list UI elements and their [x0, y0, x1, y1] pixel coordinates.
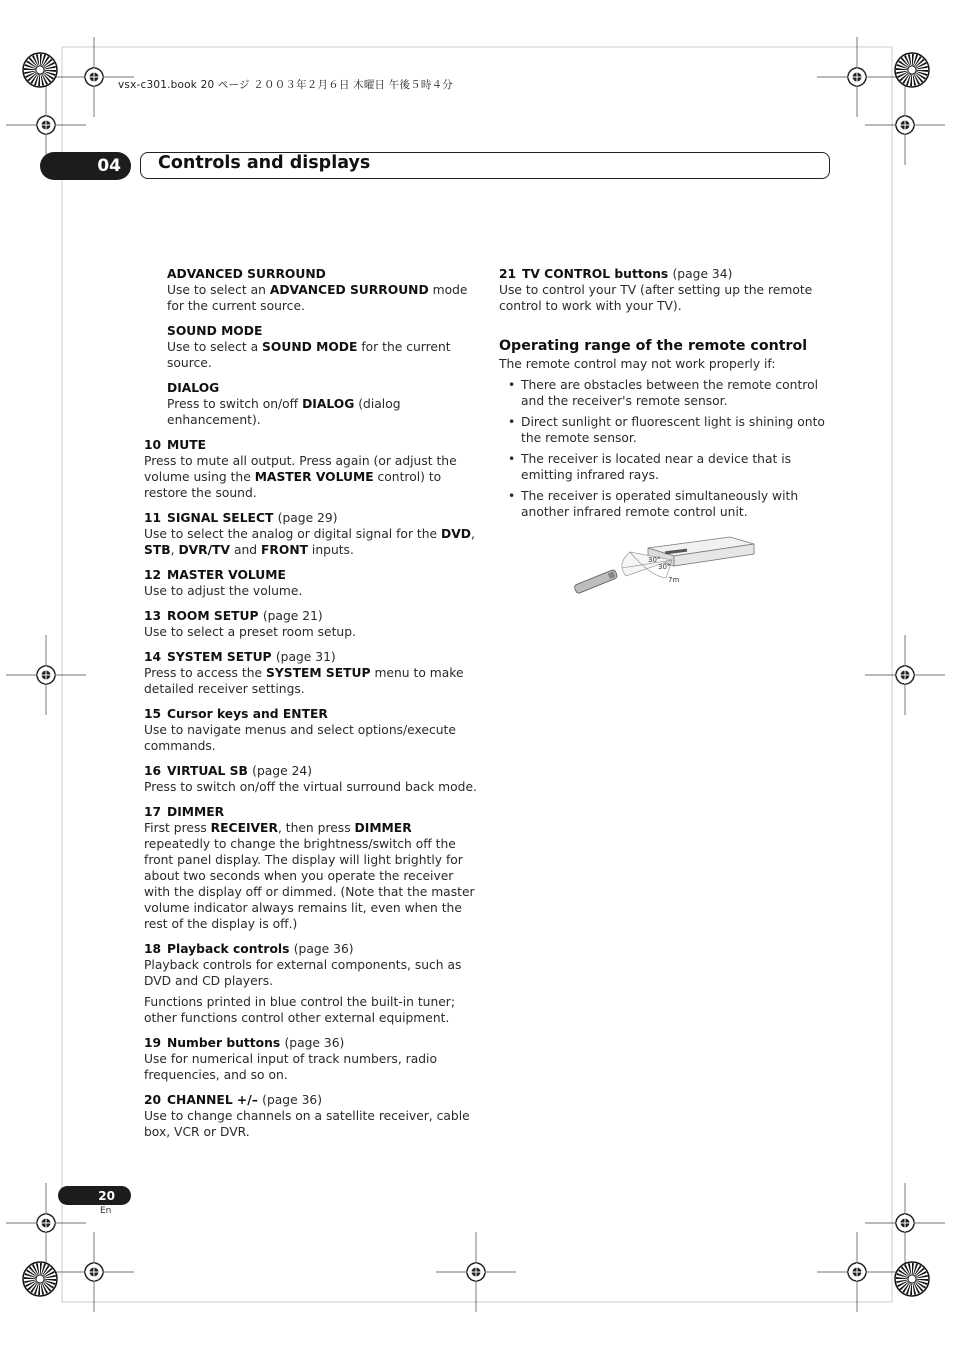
item-title: Playback controls — [167, 942, 290, 956]
star-center — [36, 1275, 44, 1283]
item-section — [144, 380, 478, 428]
star-center — [36, 66, 44, 74]
item-description — [144, 820, 478, 932]
item-description — [167, 396, 478, 428]
item-description — [144, 526, 478, 558]
item-title: MASTER VOLUME — [167, 568, 286, 582]
chapter-number-badge — [40, 152, 131, 180]
text-run: Playback controls for external components, such as DVD and CD players. — [144, 958, 462, 988]
text-run: Functions printed in blue control the built-in tuner; other functions control other external equipment. — [144, 995, 456, 1025]
item-number: 15 — [144, 707, 162, 721]
item-description — [144, 994, 478, 1026]
button-name: SYSTEM SETUP — [265, 666, 371, 680]
button-name: DIALOG — [302, 397, 355, 411]
text-run: (dialog enhancement). — [167, 397, 401, 427]
item-description — [167, 339, 478, 371]
chapter-number: 04 — [97, 156, 121, 176]
remote-range-diagram — [570, 532, 760, 594]
item-description — [144, 624, 478, 640]
item-number: 17 — [144, 805, 162, 819]
item-number: 14 — [144, 650, 162, 664]
item-section — [144, 804, 478, 932]
item-title: ADVANCED SURROUND — [167, 267, 326, 281]
button-name: FRONT — [261, 543, 309, 557]
item-description — [144, 722, 478, 754]
angle-label-lower: 30° — [658, 563, 671, 571]
item-heading — [144, 941, 478, 957]
text-run: Press to mute all output. Press again (or adjust the volume using the — [144, 454, 457, 484]
button-name: ADVANCED SURROUND — [269, 283, 429, 297]
item-number: 19 — [144, 1036, 162, 1050]
text-run: and — [230, 543, 261, 557]
item-title: VIRTUAL SB — [167, 764, 248, 778]
item-heading — [144, 510, 478, 526]
button-name: MASTER VOLUME — [254, 470, 374, 484]
item-number: 12 — [144, 568, 162, 582]
item-title: Number buttons — [167, 1036, 281, 1050]
item-title: CHANNEL +/– — [167, 1093, 258, 1107]
item-page-ref: (page 34) — [672, 267, 733, 281]
tv-control-item — [499, 266, 834, 314]
text-run: , — [170, 543, 179, 557]
item-title: SYSTEM SETUP — [167, 650, 272, 664]
item-title: SOUND MODE — [167, 324, 263, 338]
page-number: 20 — [98, 1188, 115, 1203]
text-run: Press to switch on/off — [167, 397, 303, 411]
bullet-item: • The receiver is located near a device that is emitting infrared rays. — [499, 451, 834, 483]
bullet-list — [499, 377, 834, 520]
bullet-item: • The receiver is operated simultaneously with another infrared remote control unit. — [499, 488, 834, 520]
item-number: 13 — [144, 609, 162, 623]
page-number-badge — [58, 1186, 131, 1205]
item-heading — [167, 380, 478, 396]
item-page-ref: (page 36) — [262, 1093, 323, 1107]
item-section — [144, 649, 478, 697]
item-section — [144, 323, 478, 371]
item-title: MUTE — [167, 438, 207, 452]
button-name: DVR/TV — [178, 543, 231, 557]
item-heading — [144, 804, 478, 820]
remote-control — [574, 569, 618, 594]
item-section — [144, 510, 478, 558]
button-name: DVD — [441, 527, 471, 541]
bullet-item: • Direct sunlight or fluorescent light is shining onto the remote sensor. — [499, 414, 834, 446]
file-header: vsx-c301.book 20 ページ ２００３年２月６日 木曜日 午後５時４分 — [118, 79, 453, 91]
item-section — [144, 763, 478, 795]
text-run: Use to adjust the volume. — [144, 584, 303, 598]
item-section — [144, 437, 478, 501]
button-name: SOUND MODE — [262, 340, 358, 354]
text-run: Use to select an — [167, 283, 270, 297]
text-run: Press to access the — [144, 666, 266, 680]
item-description — [144, 1108, 478, 1140]
item-title: TV CONTROL buttons — [522, 267, 669, 281]
item-section — [144, 1035, 478, 1083]
text-run: inputs. — [308, 543, 354, 557]
text-run: , then press — [277, 821, 355, 835]
item-heading — [167, 323, 478, 339]
item-description — [144, 957, 478, 989]
item-heading — [144, 608, 478, 624]
text-run: Use to change channels on a satellite receiver, cable box, VCR or DVR. — [144, 1109, 470, 1139]
item-page-ref: (page 31) — [275, 650, 336, 664]
text-run: control) to restore the sound. — [144, 470, 442, 500]
text-run: Use to select the analog or digital signal for the — [144, 527, 441, 541]
item-description — [144, 583, 478, 599]
text-run: Use for numerical input of track numbers, radio frequencies, and so on. — [144, 1052, 437, 1082]
right-column — [499, 266, 834, 520]
item-heading — [144, 706, 478, 722]
item-section — [144, 608, 478, 640]
item-title: SIGNAL SELECT — [167, 511, 274, 525]
item-heading — [144, 1035, 478, 1051]
item-description — [144, 453, 478, 501]
item-section — [144, 706, 478, 754]
item-heading — [499, 266, 834, 282]
item-page-ref: (page 36) — [284, 1036, 345, 1050]
text-run: , — [470, 527, 475, 541]
text-run: Use to navigate menus and select options/execute commands. — [144, 723, 456, 753]
section-intro: The remote control may not work properly if: — [499, 357, 776, 371]
text-run: First press — [144, 821, 211, 835]
item-number: 20 — [144, 1093, 162, 1107]
item-number: 16 — [144, 764, 162, 778]
item-heading — [144, 763, 478, 779]
item-page-ref: (page 24) — [252, 764, 313, 778]
item-number: 11 — [144, 511, 162, 525]
text-run: repeatedly to change the brightness/switch off the front panel display. The display will light brightly for about two seconds when you operate the receiver with the display off or dimmed. (Note that the master volume indicator always remains lit, even when the rest of the display is off.) — [144, 837, 475, 931]
text-run: for the current source. — [167, 340, 451, 370]
item-heading — [144, 567, 478, 583]
angle-label-upper: 30° — [648, 556, 661, 564]
item-description — [144, 779, 478, 795]
text-run: Use to select a — [167, 340, 263, 354]
item-page-ref: (page 36) — [293, 942, 354, 956]
item-title: ROOM SETUP — [167, 609, 259, 623]
item-number: 10 — [144, 438, 162, 452]
chapter-title: Controls and displays — [158, 153, 371, 173]
section-title: Operating range of the remote control — [499, 338, 808, 354]
item-title: DIMMER — [167, 805, 225, 819]
button-name: STB — [144, 543, 171, 557]
distance-label: 7m — [668, 576, 680, 584]
text-run: mode for the current source. — [167, 283, 468, 313]
text-run: Press to switch on/off the virtual surround back mode. — [144, 780, 477, 794]
item-description — [167, 282, 478, 314]
star-center — [908, 1275, 916, 1283]
item-text: Use to control your TV (after setting up the remote control to work with your TV). — [499, 283, 813, 313]
item-section — [144, 941, 478, 1026]
item-description — [144, 1051, 478, 1083]
bullet-item: • There are obstacles between the remote control and the receiver's remote sensor. — [499, 377, 834, 409]
item-number: 21 — [499, 267, 517, 281]
item-number: 18 — [144, 942, 162, 956]
item-title: DIALOG — [167, 381, 220, 395]
item-heading — [144, 1092, 478, 1108]
item-heading — [167, 266, 478, 282]
item-description — [144, 665, 478, 697]
item-page-ref: (page 29) — [277, 511, 338, 525]
button-name: DIMMER — [354, 821, 412, 835]
item-section — [144, 266, 478, 314]
item-section — [144, 567, 478, 599]
item-page-ref: (page 21) — [262, 609, 323, 623]
item-heading — [144, 649, 478, 665]
star-center — [908, 66, 916, 74]
page-language: En — [100, 1206, 112, 1216]
item-heading — [144, 437, 478, 453]
text-run: Use to select a preset room setup. — [144, 625, 356, 639]
item-section — [144, 1092, 478, 1140]
item-title: Cursor keys and ENTER — [167, 707, 328, 721]
text-run: menu to make detailed receiver settings. — [144, 666, 464, 696]
button-name: RECEIVER — [210, 821, 278, 835]
left-column — [144, 266, 478, 1149]
